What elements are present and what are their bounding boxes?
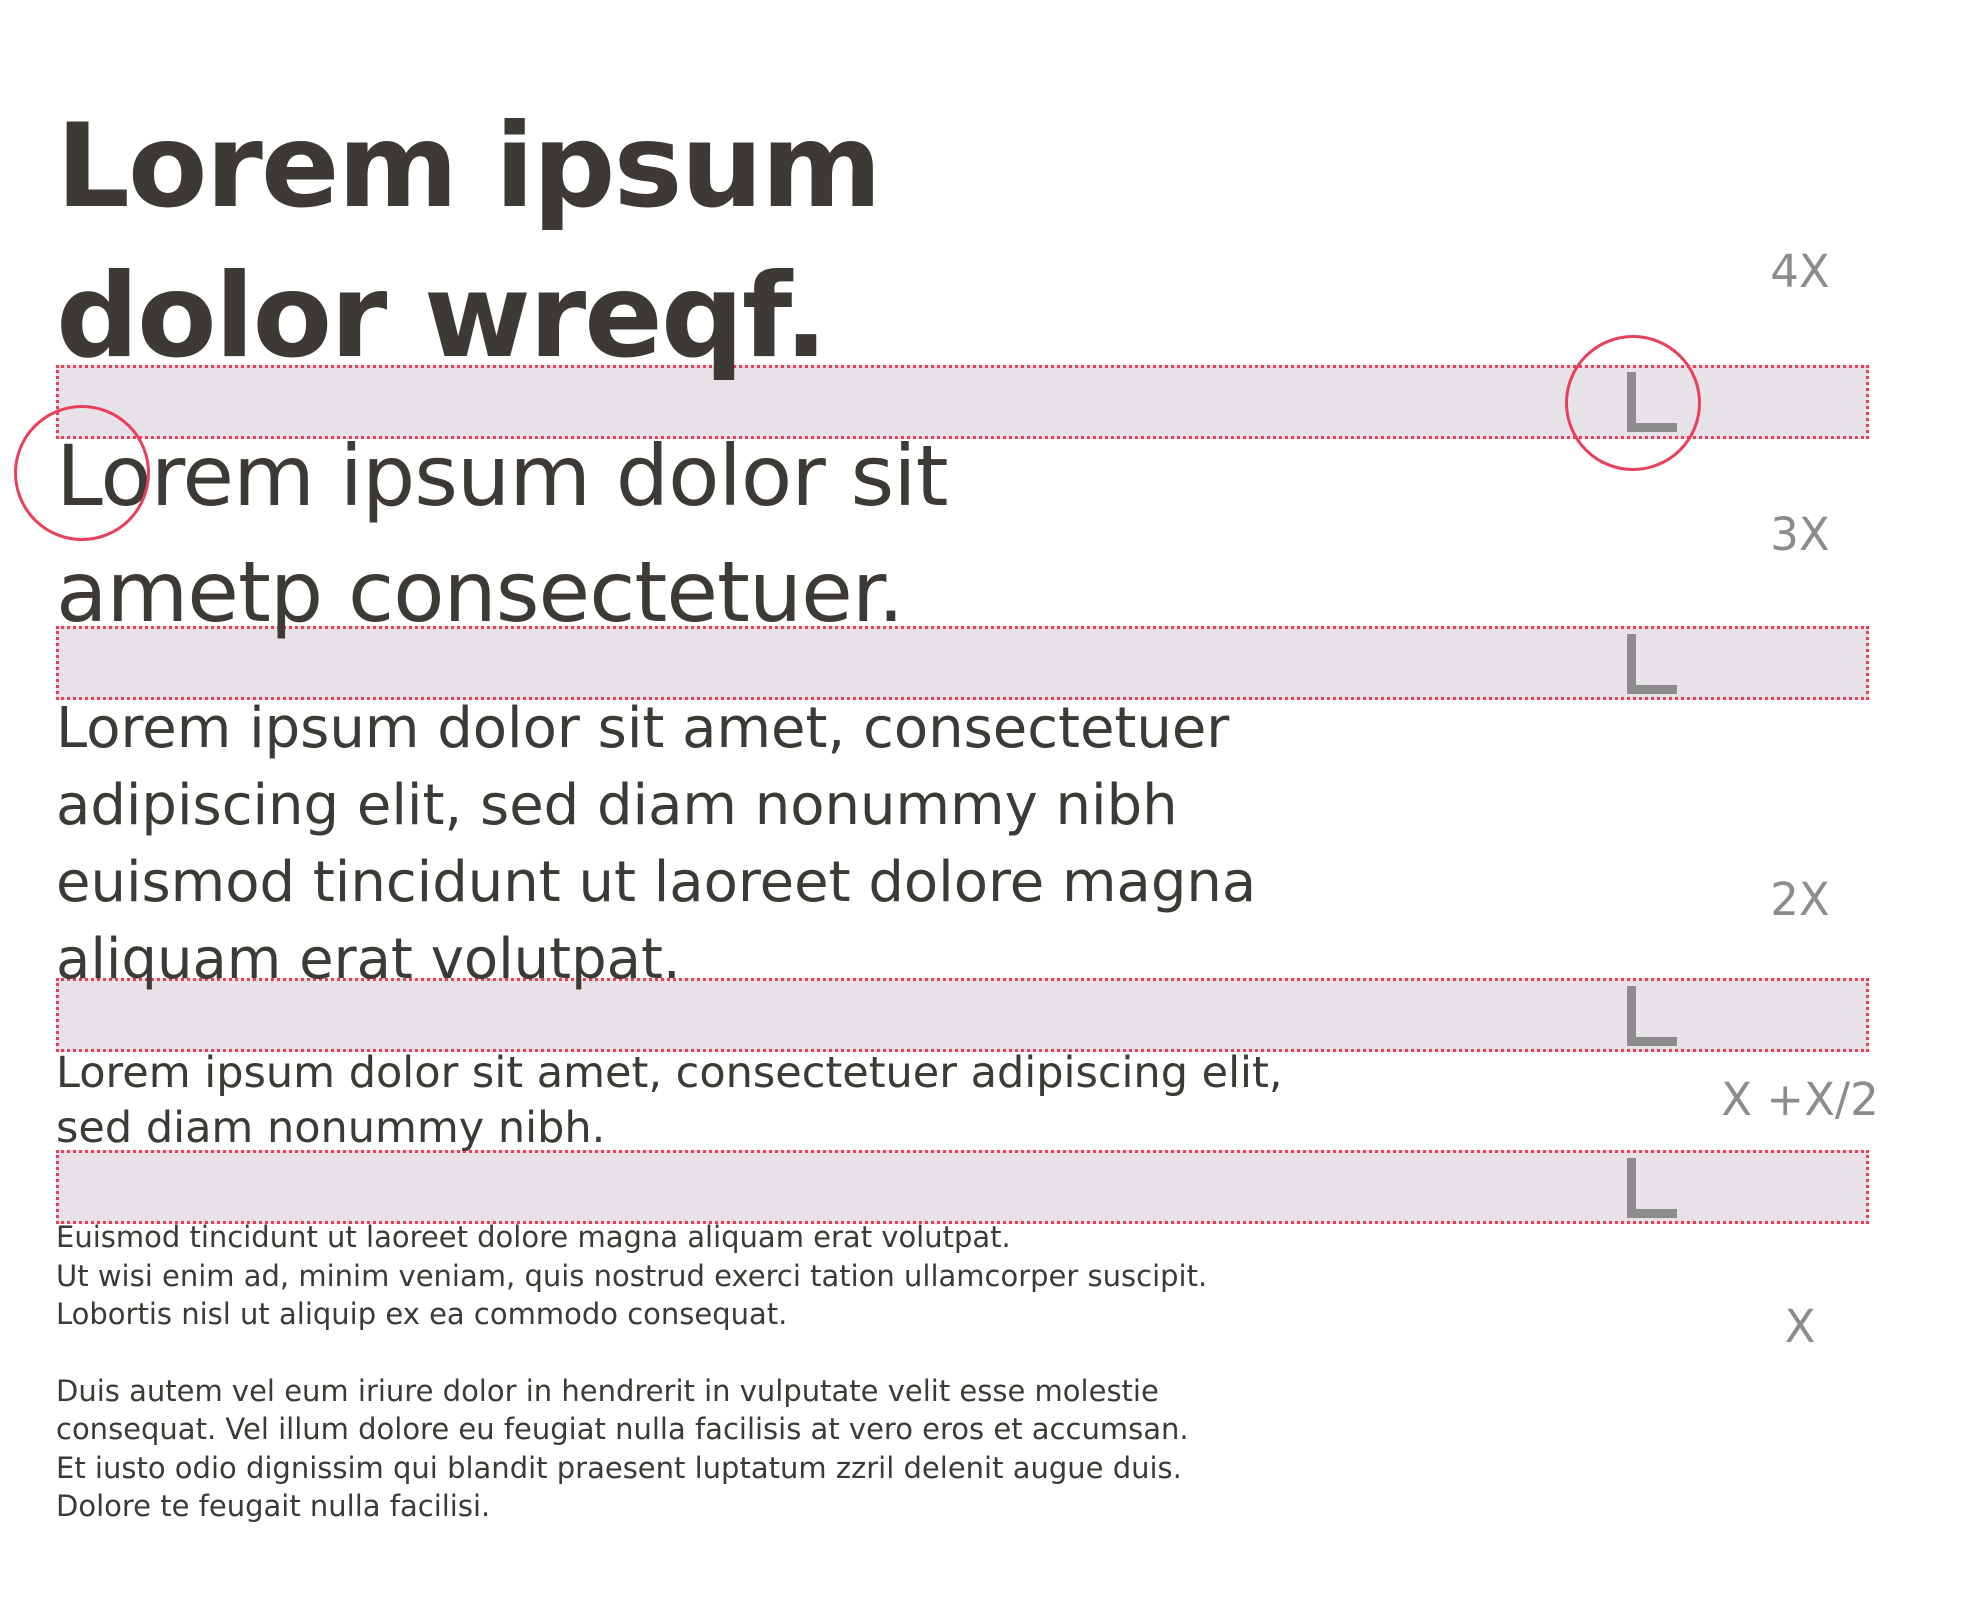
- sample-text-3x: [56, 418, 948, 650]
- sample-line: dolor wreqf.: [56, 249, 827, 384]
- scale-label-4x: 4X: [1770, 245, 1830, 298]
- paragraph-gap: [56, 1334, 1207, 1372]
- scale-label-1-5x: X +X/2: [1721, 1073, 1879, 1126]
- l-marker-icon: [1627, 986, 1677, 1046]
- spacing-band-15x-1x: [56, 1150, 1869, 1224]
- body-line: Lobortis nisl ut aliquip ex ea commodo consequat.: [56, 1297, 788, 1331]
- sample-line: ametp consectetuer.: [56, 543, 904, 641]
- sample-line: sed diam nonummy nibh.: [56, 1103, 606, 1153]
- sample-line: aliquam erat volutpat.: [56, 927, 681, 992]
- scale-label-1x: X: [1784, 1300, 1816, 1353]
- sample-line: euismod tincidunt ut laoreet dolore magna: [56, 850, 1257, 915]
- sample-text-1x: [56, 1218, 1207, 1526]
- sample-text-1-5x: [56, 1046, 1283, 1156]
- l-marker-icon: [1627, 634, 1677, 694]
- scale-label-3x: 3X: [1770, 508, 1830, 561]
- sample-text-2x: [56, 690, 1256, 998]
- sample-line: adipiscing elit, sed diam nonummy nibh: [56, 773, 1178, 838]
- body-line: Duis autem vel eum iriure dolor in hendrerit in vulputate velit esse molestie: [56, 1373, 1159, 1408]
- sample-line: Lorem ipsum dolor sit amet, consectetuer: [56, 696, 1230, 761]
- sample-line: Lorem ipsum dolor sit amet, consectetuer adipiscing elit,: [56, 1048, 1283, 1098]
- sample-text-4x: [56, 92, 880, 392]
- sample-line: Lorem ipsum: [56, 99, 881, 234]
- body-line: Ut wisi enim ad, minim veniam, quis nostrud exerci tation ullamcorper suscipit.: [56, 1258, 1208, 1293]
- body-line: Euismod tincidunt ut laoreet dolore magna aliquam erat volutpat.: [56, 1220, 1011, 1254]
- body-line: Dolore te feugait nulla facilisi.: [56, 1489, 491, 1523]
- l-marker-icon: [1627, 1158, 1677, 1218]
- highlight-circle: [1565, 335, 1701, 471]
- sample-line: Lorem ipsum dolor sit: [56, 427, 948, 525]
- scale-label-2x: 2X: [1770, 873, 1830, 926]
- highlight-circle: [14, 405, 150, 541]
- body-line: Et iusto odio dignissim qui blandit praesent luptatum zzril delenit augue duis.: [56, 1450, 1182, 1485]
- body-line: consequat. Vel illum dolore eu feugiat nulla facilisis at vero eros et accumsan.: [56, 1412, 1189, 1446]
